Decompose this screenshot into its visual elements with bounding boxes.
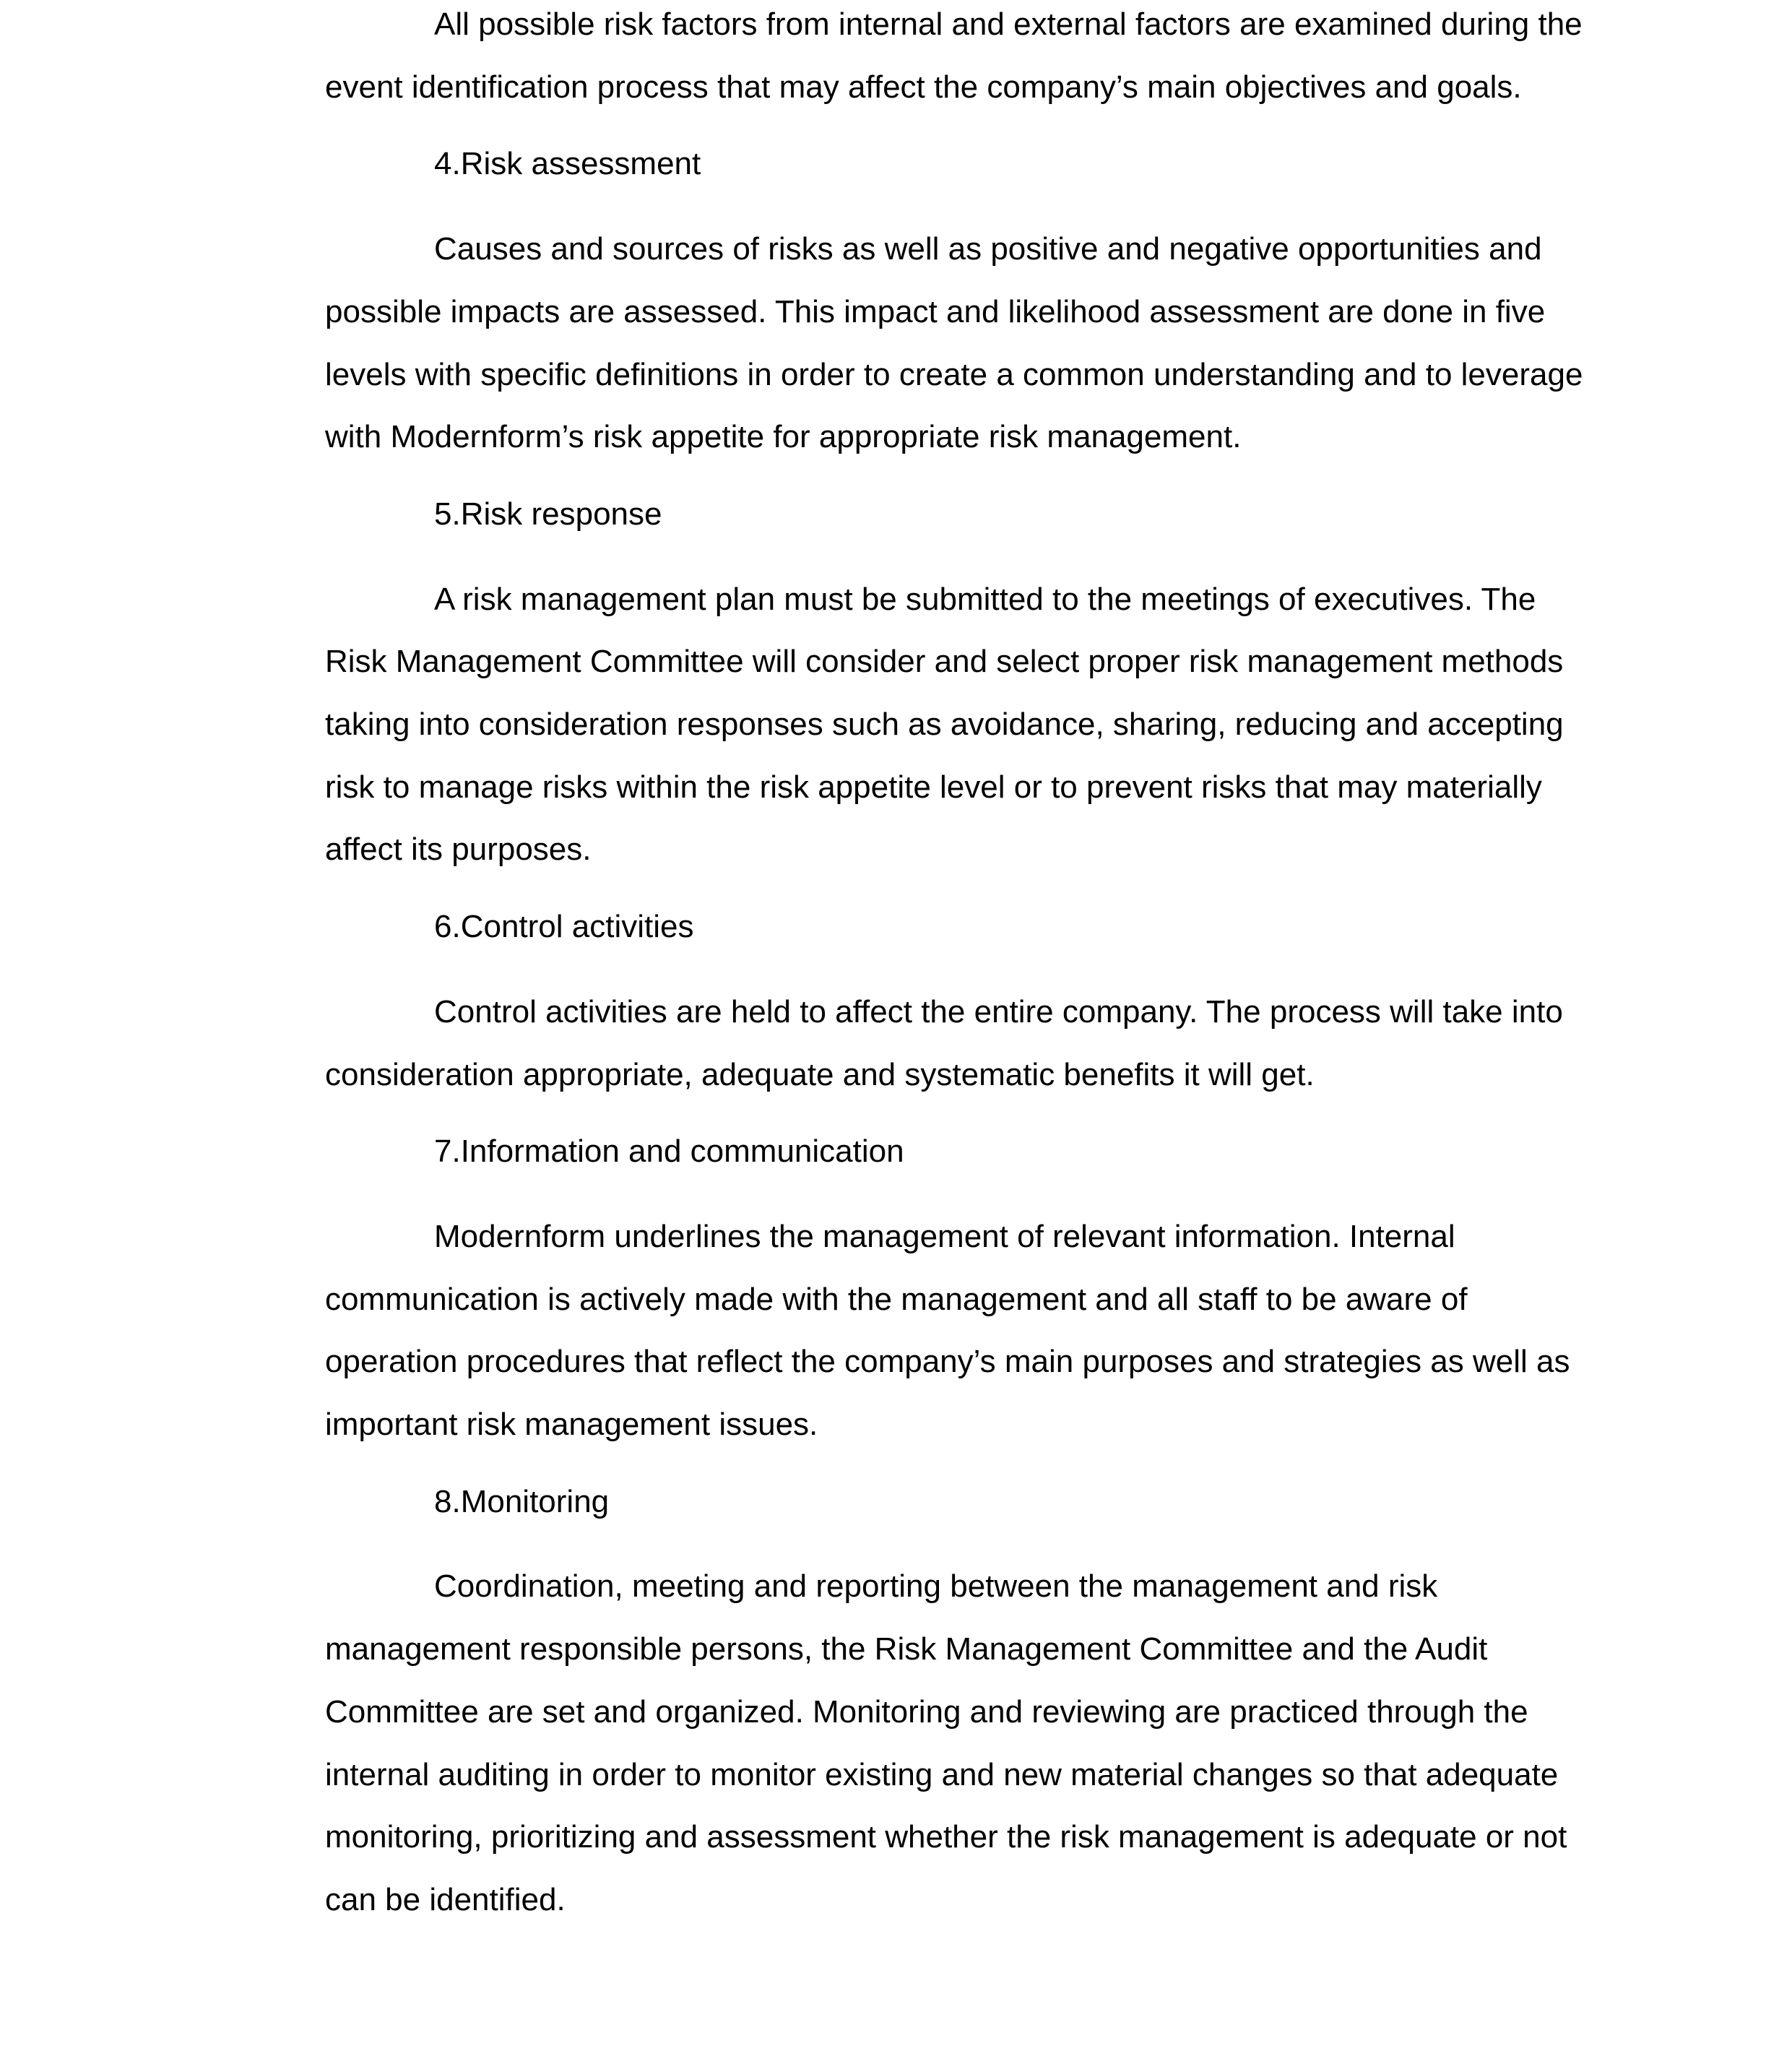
intro-paragraph: All possible risk factors from internal and external factors are examined during the event identification process that may affect the company’s main objectives and goals. bbox=[325, 7, 1583, 105]
section-risk-response bbox=[325, 483, 1589, 881]
section-information-communication bbox=[325, 1121, 1589, 1456]
section-risk-assessment bbox=[325, 133, 1589, 469]
section-body: Causes and sources of risks as well as positive and negative opportunities and possible impacts are assessed. This impact and likelihood assessment are done in five levels with specific definitions in order to create a common understanding and to leverage with Modernform’s risk appetite for appropriate risk management. bbox=[325, 231, 1583, 455]
section-heading: 4.Risk assessment bbox=[434, 146, 701, 182]
section-monitoring bbox=[325, 1471, 1589, 1932]
section-heading: 5.Risk response bbox=[434, 496, 662, 532]
section-heading: 8.Monitoring bbox=[434, 1483, 610, 1519]
section-body: Control activities are held to affect the entire company. The process will take into consideration appropriate, adequate and systematic benefits it will get. bbox=[325, 993, 1563, 1092]
section-heading: 6.Control activities bbox=[434, 909, 694, 945]
section-body: A risk management plan must be submitted to the meetings of executives. The Risk Management Committee will consider and select proper risk management methods taking into consideration responses such as avoidance, sharing, reducing and accepting risk to manage risks within the risk appetite level or to prevent risks that may materially affect its purposes. bbox=[325, 581, 1564, 868]
section-body: Coordination, meeting and reporting between the management and risk management responsible persons, the Risk Management Committee and the Audit Committee are set and organized. Monitoring and reviewing are practiced through the internal auditing in order to monitor existing and new material changes so that adequate monitoring, prioritizing and assessment whether the risk management is adequate or not can be identified. bbox=[325, 1568, 1567, 1917]
section-body: Modernform underlines the management of relevant information. Internal communication is actively made with the management and all staff to be aware of operation procedures that reflect the company’s main purposes and strategies as well as important risk management issues. bbox=[325, 1218, 1570, 1443]
section-heading: 7.Information and communication bbox=[434, 1134, 904, 1170]
document-body bbox=[325, 0, 1589, 1946]
section-control-activities bbox=[325, 896, 1589, 1106]
